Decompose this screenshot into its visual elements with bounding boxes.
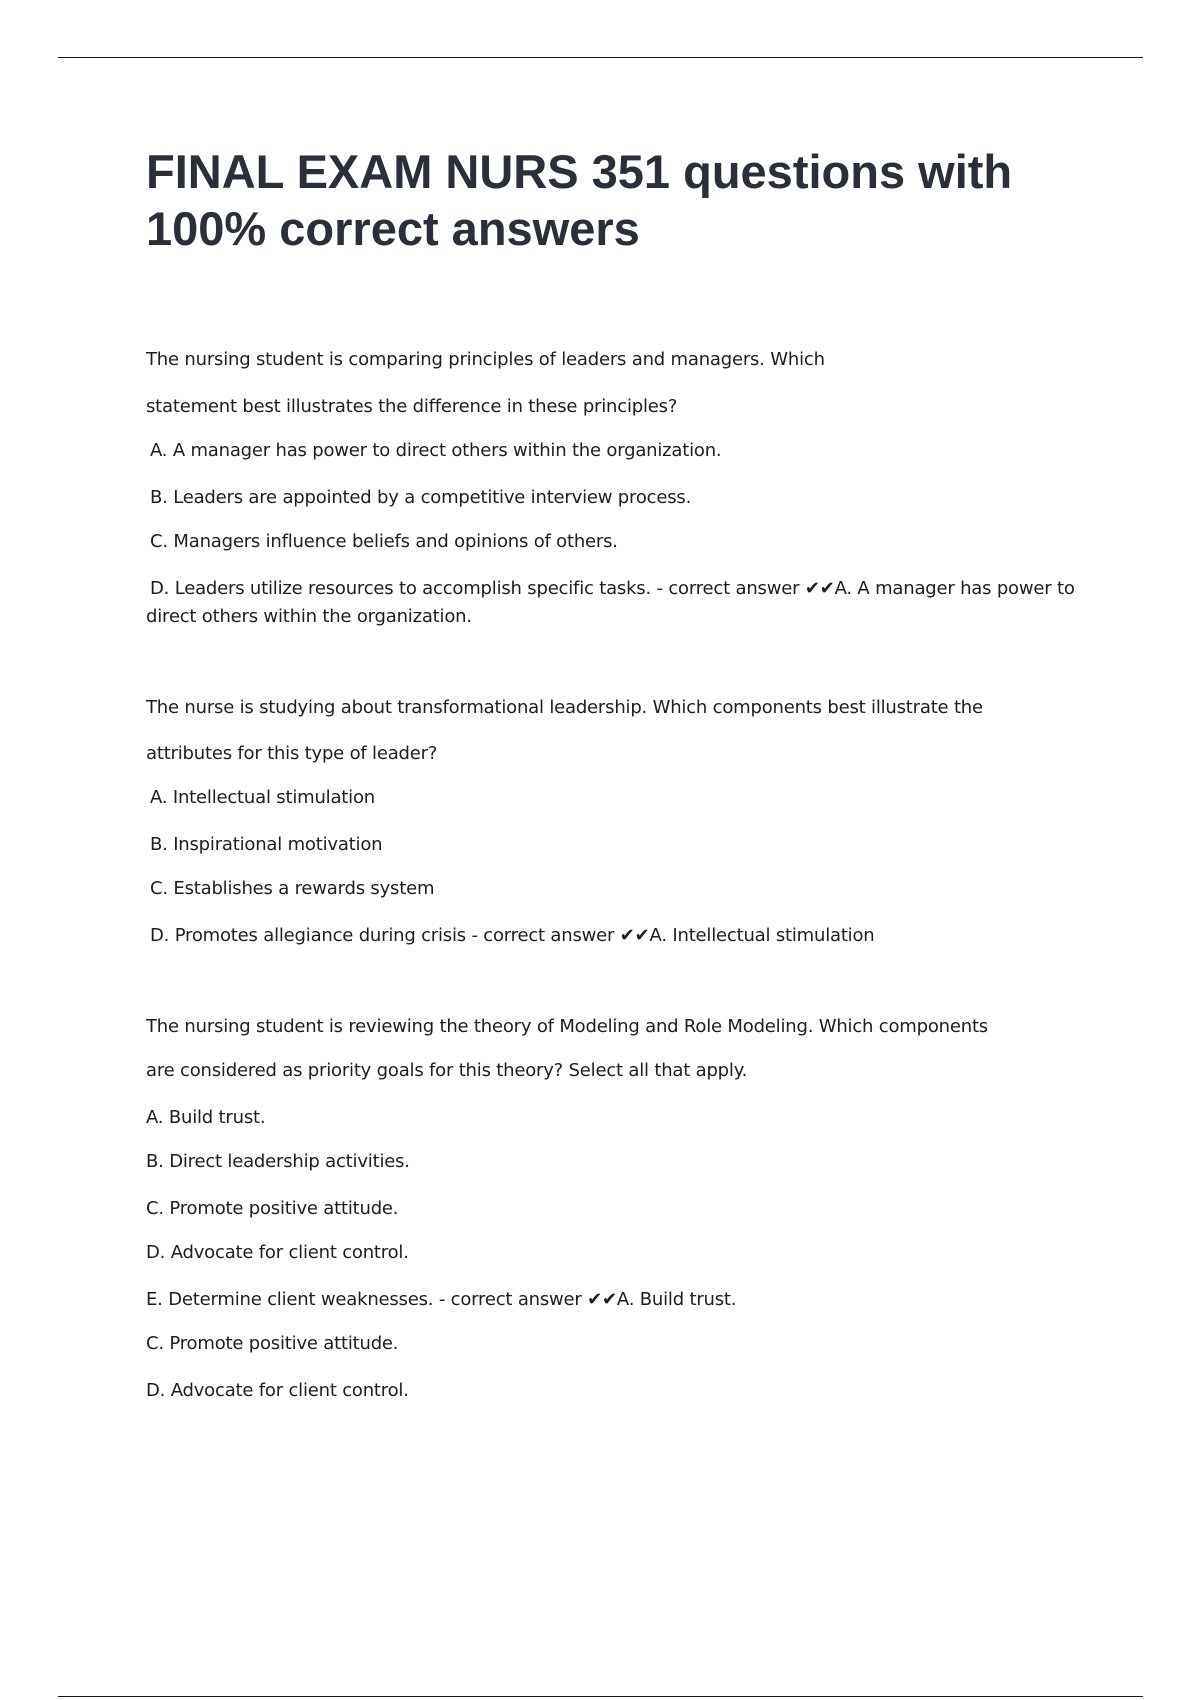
question-2-stem-line-2: attributes for this type of leader? bbox=[146, 743, 438, 764]
question-2-stem-line-1: The nurse is studying about transformational leadership. Which components best illustrate the bbox=[146, 697, 983, 718]
question-2-option-d-answer: D. Promotes allegiance during crisis - correct answer ✔✔A. Intellectual stimulation bbox=[150, 925, 875, 946]
question-1-stem-line-1: The nursing student is comparing principles of leaders and managers. Which bbox=[146, 349, 825, 370]
question-3-option-e-answer: E. Determine client weaknesses. - correct answer ✔✔A. Build trust. bbox=[146, 1289, 737, 1310]
question-2-option-b: B. Inspirational motivation bbox=[150, 834, 383, 855]
top-rule bbox=[58, 57, 1143, 58]
question-2-option-c: C. Establishes a rewards system bbox=[150, 878, 435, 899]
question-1-option-c: C. Managers influence beliefs and opinions of others. bbox=[150, 531, 618, 552]
question-2-option-a: A. Intellectual stimulation bbox=[150, 787, 375, 808]
bottom-rule bbox=[58, 1696, 1143, 1697]
question-1-option-b: B. Leaders are appointed by a competitive interview process. bbox=[150, 487, 692, 508]
question-3-stem-line-2: are considered as priority goals for this theory? Select all that apply. bbox=[146, 1060, 748, 1081]
question-3-stem-line-1: The nursing student is reviewing the theory of Modeling and Role Modeling. Which components bbox=[146, 1016, 988, 1037]
question-3-option-b: B. Direct leadership activities. bbox=[146, 1151, 410, 1172]
question-3-answer-d: D. Advocate for client control. bbox=[146, 1380, 409, 1401]
question-1-option-a: A. A manager has power to direct others within the organization. bbox=[150, 440, 722, 461]
question-3-answer-c: C. Promote positive attitude. bbox=[146, 1333, 399, 1354]
question-1-option-d-answer: D. Leaders utilize resources to accomplish specific tasks. - correct answer ✔✔A. A manager has power to direct others within the organization. bbox=[146, 578, 1075, 627]
question-3-option-a: A. Build trust. bbox=[146, 1107, 266, 1128]
question-1-stem-line-2: statement best illustrates the difference in these principles? bbox=[146, 396, 678, 417]
document-title: FINAL EXAM NURS 351 questions with 100% correct answers bbox=[146, 145, 1013, 255]
question-3-option-c: C. Promote positive attitude. bbox=[146, 1198, 399, 1219]
question-3-option-d: D. Advocate for client control. bbox=[146, 1242, 409, 1263]
